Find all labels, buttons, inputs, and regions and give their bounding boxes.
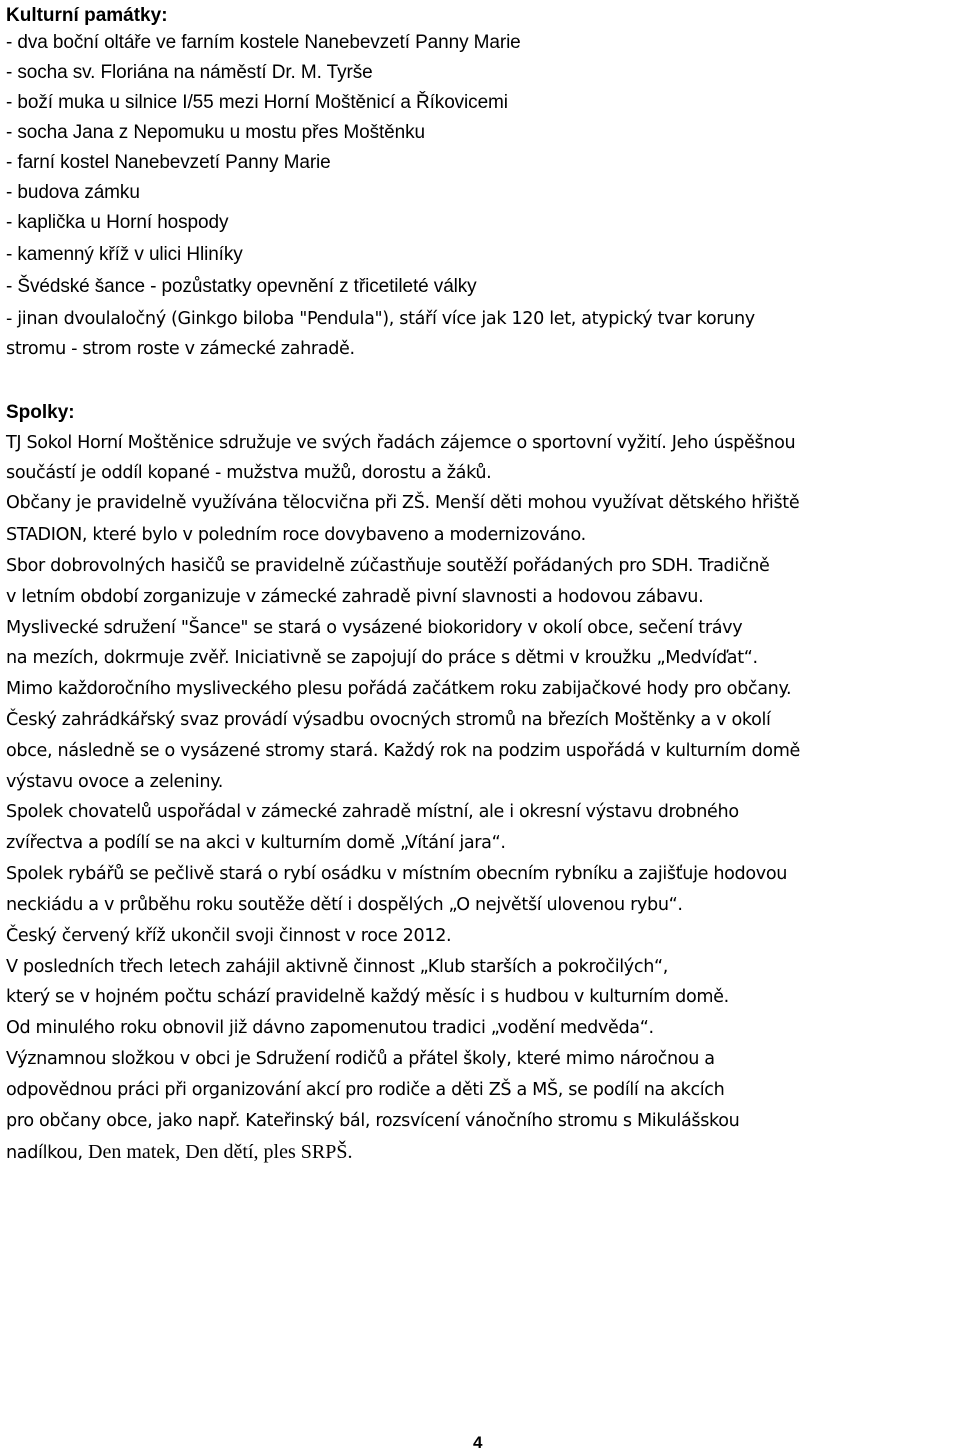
clubs-paragraph-line: Český zahrádkářský svaz provádí výsadbu ovocných stromů na březích Moštěnky a v okolí	[6, 710, 771, 730]
clubs-paragraph-line: Myslivecké sdružení "Šance" se stará o vysázené biokoridory v okolí obce, sečení trávy	[6, 618, 743, 638]
clubs-paragraph-line: Spolek rybářů se pečlivě stará o rybí osádku v místním obecním rybníku a zajišťuje hodovou	[6, 864, 788, 884]
clubs-paragraph-line: Český červený kříž ukončil svoji činnost v roce 2012.	[6, 926, 452, 946]
clubs-paragraph-line: který se v hojném počtu schází pravidelně každý měsíc i s hudbou v kulturním domě.	[6, 987, 729, 1007]
clubs-paragraph-line: neckiádu a v průběhu roku soutěže dětí i dospělých „O největší ulovenou rybu“.	[6, 895, 683, 915]
clubs-paragraph-line: STADION, které bylo v poledním roce dovybaveno a modernizováno.	[6, 525, 586, 545]
clubs-paragraph-line: V posledních třech letech zahájil aktivně činnost „Klub starších a pokročilých“,	[6, 957, 668, 977]
clubs-paragraph-line: zvířectva a podílí se na akci v kulturním domě „Vítání jara“.	[6, 833, 506, 853]
page-number: 4	[473, 1433, 483, 1452]
monument-item: - boží muka u silnice I/55 mezi Horní Moštěnicí a Říkovicemi	[6, 92, 508, 113]
clubs-paragraph-line: Mimo každoročního mysliveckého plesu pořádá začátkem roku zabijačkové hody pro občany.	[6, 679, 792, 699]
clubs-last-line-start: nadílkou,	[6, 1143, 89, 1163]
monument-item: - socha Jana z Nepomuku u mostu přes Moštěnku	[6, 122, 425, 143]
monument-item: - budova zámku	[6, 182, 140, 203]
monument-item: - socha sv. Floriána na náměstí Dr. M. Tyrše	[6, 62, 373, 83]
clubs-paragraph-last-line	[6, 1137, 352, 1168]
clubs-paragraph-line: odpovědnou práci při organizování akcí pro rodiče a děti ZŠ a MŠ, se podílí na akcích	[6, 1080, 725, 1100]
monument-item-ginkgo-continued: stromu - strom roste v zámecké zahradě.	[6, 339, 355, 359]
clubs-last-line-end: Den matek, Den dětí, ples SRPŠ.	[88, 1141, 353, 1163]
clubs-paragraph-line: výstavu ovoce a zeleniny.	[6, 772, 223, 792]
clubs-heading: Spolky:	[6, 402, 75, 423]
clubs-paragraph-line: na mezích, dokrmuje zvěř. Iniciativně se zapojují do práce s dětmi v kroužku „Medvíďat“.	[6, 648, 758, 668]
clubs-paragraph-line: součástí je oddíl kopané - mužstva mužů, dorostu a žáků.	[6, 463, 492, 483]
clubs-paragraph-line: TJ Sokol Horní Moštěnice sdružuje ve svých řadách zájemce o sportovní vyžití. Jeho úspěšnou	[6, 433, 796, 453]
monument-item: - kamenný kříž v ulici Hliníky	[6, 244, 243, 265]
monument-item: - kaplička u Horní hospody	[6, 212, 229, 233]
monument-item-ginkgo: - jinan dvoulaločný (Ginkgo biloba "Pendula"), stáří více jak 120 let, atypický tvar koruny	[6, 309, 755, 329]
clubs-paragraph-line: v letním období zorganizuje v zámecké zahradě pivní slavnosti a hodovou zábavu.	[6, 587, 704, 607]
monument-item: - dva boční oltáře ve farním kostele Nanebevzetí Panny Marie	[6, 32, 521, 53]
monument-item: - farní kostel Nanebevzetí Panny Marie	[6, 152, 331, 173]
monument-item: - Švédské šance - pozůstatky opevnění z třicetileté války	[6, 276, 477, 297]
clubs-paragraph-line: Od minulého roku obnovil již dávno zapomenutou tradici „vodění medvěda“.	[6, 1018, 654, 1038]
clubs-paragraph-line: pro občany obce, jako např. Kateřinský bál, rozsvícení vánočního stromu s Mikulášskou	[6, 1111, 740, 1131]
monuments-heading: Kulturní památky:	[6, 5, 168, 26]
clubs-paragraph-line: Významnou složkou v obci je Sdružení rodičů a přátel školy, které mimo náročnou a	[6, 1049, 715, 1069]
clubs-paragraph-line: Sbor dobrovolných hasičů se pravidelně zúčastňuje soutěží pořádaných pro SDH. Tradičně	[6, 556, 770, 576]
clubs-paragraph-line: obce, následně se o vysázené stromy stará. Každý rok na podzim uspořádá v kulturním domě	[6, 741, 800, 761]
clubs-paragraph-line: Spolek chovatelů uspořádal v zámecké zahradě místní, ale i okresní výstavu drobného	[6, 802, 739, 822]
clubs-paragraph-line: Občany je pravidelně využívána tělocvična při ZŠ. Menší děti mohou využívat dětského hřiště	[6, 493, 800, 513]
